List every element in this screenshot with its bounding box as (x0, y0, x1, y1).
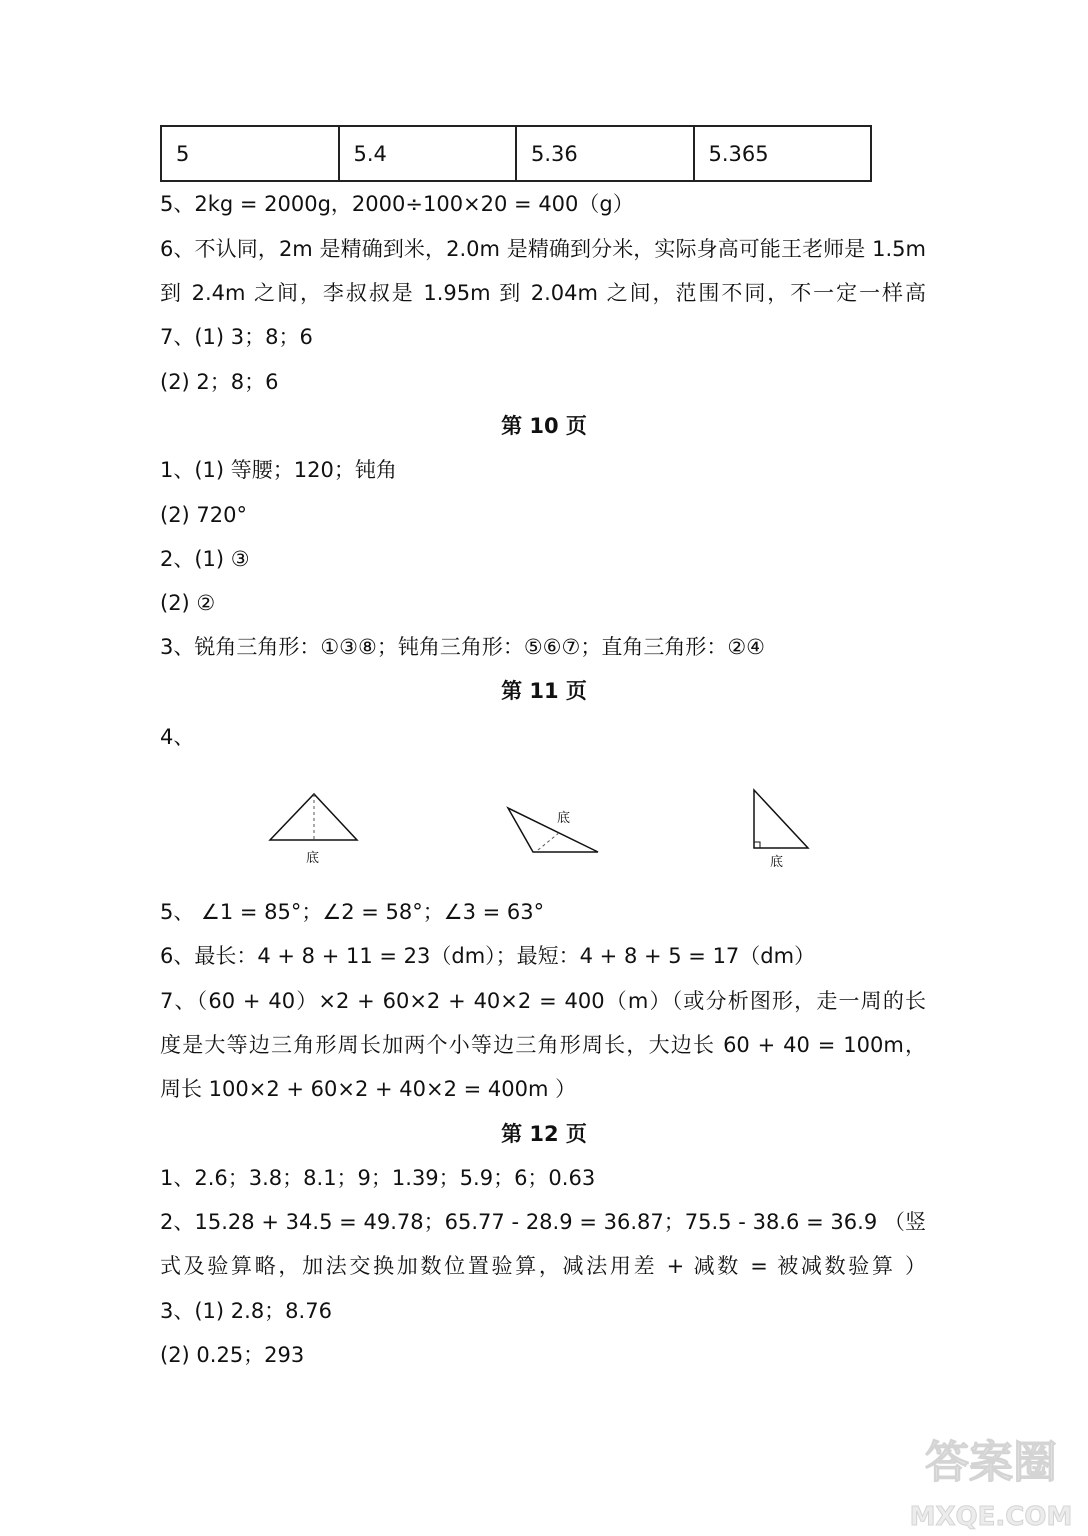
section-heading-page12: 第 12 页 (501, 1122, 587, 1146)
triangle-figure-2 (508, 808, 598, 852)
p11-q5: 5、 ∠1 = 85°；∠2 = 58°；∠3 = 63° (160, 900, 545, 924)
p11-q6: 6、最长：4 + 8 + 11 = 23（dm）；最短：4 + 8 + 5 = 17（dm） (160, 944, 816, 968)
table-cell: 5.36 (516, 126, 694, 181)
watermark-logo-text: 答案圈 (925, 1437, 1057, 1488)
table-cell: 5 (161, 126, 339, 181)
answer-q7-part1: 7、(1) 3；8；6 (160, 325, 313, 349)
figure-label: 底 (557, 811, 571, 826)
p11-q7-line1: 7、（60 + 40）×2 + 60×2 + 40×2 = 400（m）（或分析图形，走一周的长 (160, 989, 926, 1013)
answer-q6-line1: 6、不认同，2m 是精确到米，2.0m 是精确到分米，实际身高可能王老师是 1.5m (160, 237, 926, 261)
p11-q4: 4、 (160, 725, 195, 749)
p10-q1-part2: (2) 720° (160, 503, 248, 527)
p10-q2-part2: (2) ② (160, 591, 216, 615)
p11-q7-line2: 度是大等边三角形周长加两个小等边三角形周长，大边长 60 + 40 = 100m， (160, 1033, 926, 1057)
p10-q3: 3、锐角三角形：①③⑧；钝角三角形：⑤⑥⑦；直角三角形：②④ (160, 635, 765, 659)
triangle-figure-3 (754, 790, 808, 870)
section-heading-page10: 第 10 页 (501, 414, 587, 438)
table-cell: 5.4 (339, 126, 517, 181)
values-table (160, 125, 872, 182)
p12-q3-part2: (2) 0.25；293 (160, 1343, 305, 1367)
p11-q7-line3: 周长 100×2 + 60×2 + 40×2 = 400m ） (160, 1077, 577, 1101)
watermark-logo (905, 1425, 1077, 1535)
answer-q6-line2: 到 2.4m 之间，李叔叔是 1.95m 到 2.04m 之间，范围不同，不一定一样高 (160, 281, 926, 305)
triangle-figures (0, 780, 1088, 875)
table-cell: 5.365 (694, 126, 872, 181)
table-row (161, 126, 871, 181)
p12-q2-line1: 2、15.28 + 34.5 = 49.78；65.77 - 28.9 = 36.87；75.5 - 38.6 = 36.9 （竖 (160, 1210, 926, 1234)
answer-q5: 5、2kg = 2000g，2000÷100×20 = 400（g） (160, 192, 634, 216)
p12-q2-line2: 式及验算略，加法交换加数位置验算，减法用差 + 减数 = 被减数验算 ） (160, 1254, 926, 1278)
section-heading-page11: 第 11 页 (501, 679, 587, 703)
watermark-site-text: MXQE.COM (909, 1502, 1073, 1532)
p10-q2-part1: 2、(1) ③ (160, 547, 250, 571)
figure-label: 底 (770, 855, 784, 870)
triangle-figure-1 (270, 794, 357, 866)
figure-label: 底 (306, 851, 320, 866)
p12-q3-part1: 3、(1) 2.8；8.76 (160, 1299, 332, 1323)
p10-q1-part1: 1、(1) 等腰；120；钝角 (160, 458, 397, 482)
answer-q7-part2: (2) 2；8；6 (160, 370, 279, 394)
p12-q1: 1、2.6；3.8；8.1；9；1.39；5.9；6；0.63 (160, 1166, 596, 1190)
